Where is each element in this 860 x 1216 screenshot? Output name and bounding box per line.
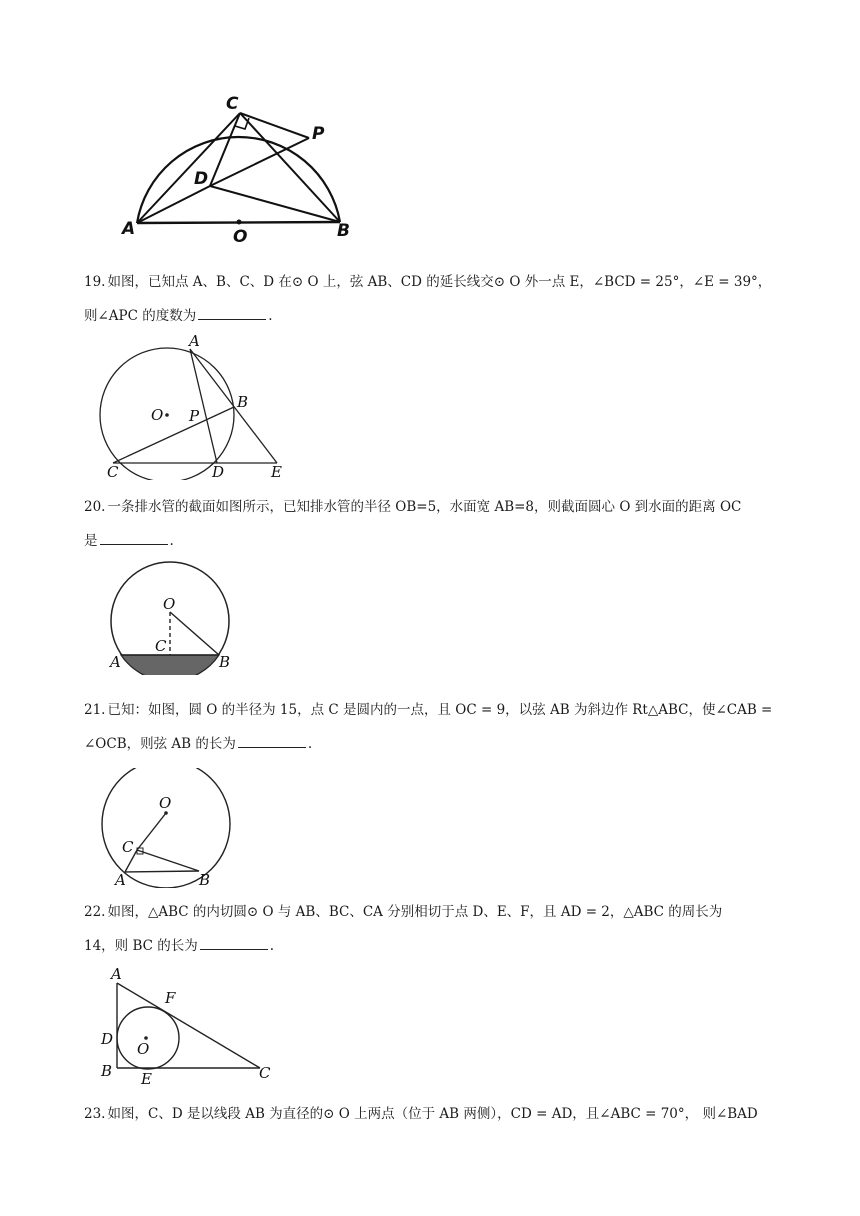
label-b: B xyxy=(101,1062,113,1080)
question-number: 20. xyxy=(84,499,106,515)
figure-q20 xyxy=(105,560,245,675)
figure-q22 xyxy=(95,965,285,1090)
label-p: P xyxy=(189,407,200,425)
label-o: O xyxy=(163,595,176,613)
question-text-line1: 如图，C、D 是以线段 AB 为直径的⊙ O 上两点（位于 AB 两侧），CD = AD，且∠ABC = 70°， 则∠BAD xyxy=(107,1106,758,1122)
question-21 xyxy=(84,693,780,761)
label-c: C xyxy=(259,1064,271,1082)
question-end: . xyxy=(307,736,313,752)
label-f: F xyxy=(165,989,176,1007)
question-number: 21. xyxy=(84,702,106,718)
question-text-line2: 是 xyxy=(84,533,98,549)
question-number: 23. xyxy=(84,1106,106,1122)
label-a: A xyxy=(111,965,122,983)
question-end: . xyxy=(268,308,273,324)
label-c: C xyxy=(107,463,119,480)
question-text-line2: 则∠APC 的度数为 xyxy=(84,308,197,324)
label-a: A xyxy=(110,653,121,671)
answer-blank[interactable] xyxy=(100,532,168,545)
label-d: D xyxy=(212,463,225,480)
question-20 xyxy=(84,490,780,558)
label-b: B xyxy=(219,653,231,671)
question-text-line2: ∠OCB，则弦 AB 的长为 xyxy=(84,736,236,752)
question-22 xyxy=(84,895,780,963)
label-b: B xyxy=(337,221,350,241)
question-end: . xyxy=(269,938,275,954)
question-number: 19. xyxy=(84,274,106,290)
question-text-line1: 如图，△ABC 的内切圆⊙ O 与 AB、BC、CA 分别相切于点 D、E、F，且 AD = 2，△ABC 的周长为 xyxy=(107,904,723,920)
label-e: E xyxy=(141,1070,152,1088)
label-a: A xyxy=(122,219,136,239)
label-c: C xyxy=(122,838,134,856)
label-e: E xyxy=(271,463,282,480)
label-o: O xyxy=(137,1040,150,1058)
question-end: . xyxy=(169,533,174,549)
label-o: O xyxy=(151,406,164,424)
figure-q19 xyxy=(95,335,295,480)
label-d: D xyxy=(194,169,209,189)
question-text-line1: 已知：如图，圆 O 的半径为 15，点 C 是圆内的一点，且 OC = 9，以弦 AB 为斜边作 Rt△ABC，使∠CAB = xyxy=(107,702,773,718)
question-19 xyxy=(84,265,780,333)
label-b: B xyxy=(199,871,211,888)
label-a: A xyxy=(189,335,200,350)
label-c: C xyxy=(155,637,167,655)
figure-q18 xyxy=(112,88,362,248)
answer-blank[interactable] xyxy=(198,307,266,320)
label-p: P xyxy=(312,124,325,144)
question-text-line1: 一条排水管的截面如图所示，已知排水管的半径 OB=5，水面宽 AB=8，则截面圆心 O 到水面的距离 OC xyxy=(107,499,742,515)
question-number: 22. xyxy=(84,904,106,920)
question-text-line2: 14，则 BC 的长为 xyxy=(84,938,198,954)
label-o: O xyxy=(159,794,172,812)
label-c: C xyxy=(226,94,239,114)
label-d: D xyxy=(101,1030,114,1048)
label-b: B xyxy=(237,393,249,411)
figure-q21 xyxy=(95,768,245,888)
answer-blank[interactable] xyxy=(238,735,306,748)
question-text-line1: 如图，已知点 A、B、C、D 在⊙ O 上，弦 AB、CD 的延长线交⊙ O 外一点 E，∠BCD = 25°，∠E = 39°， xyxy=(107,274,772,290)
label-o: O xyxy=(233,227,248,247)
answer-blank[interactable] xyxy=(200,937,268,950)
question-23 xyxy=(84,1097,780,1131)
label-a: A xyxy=(115,871,126,888)
